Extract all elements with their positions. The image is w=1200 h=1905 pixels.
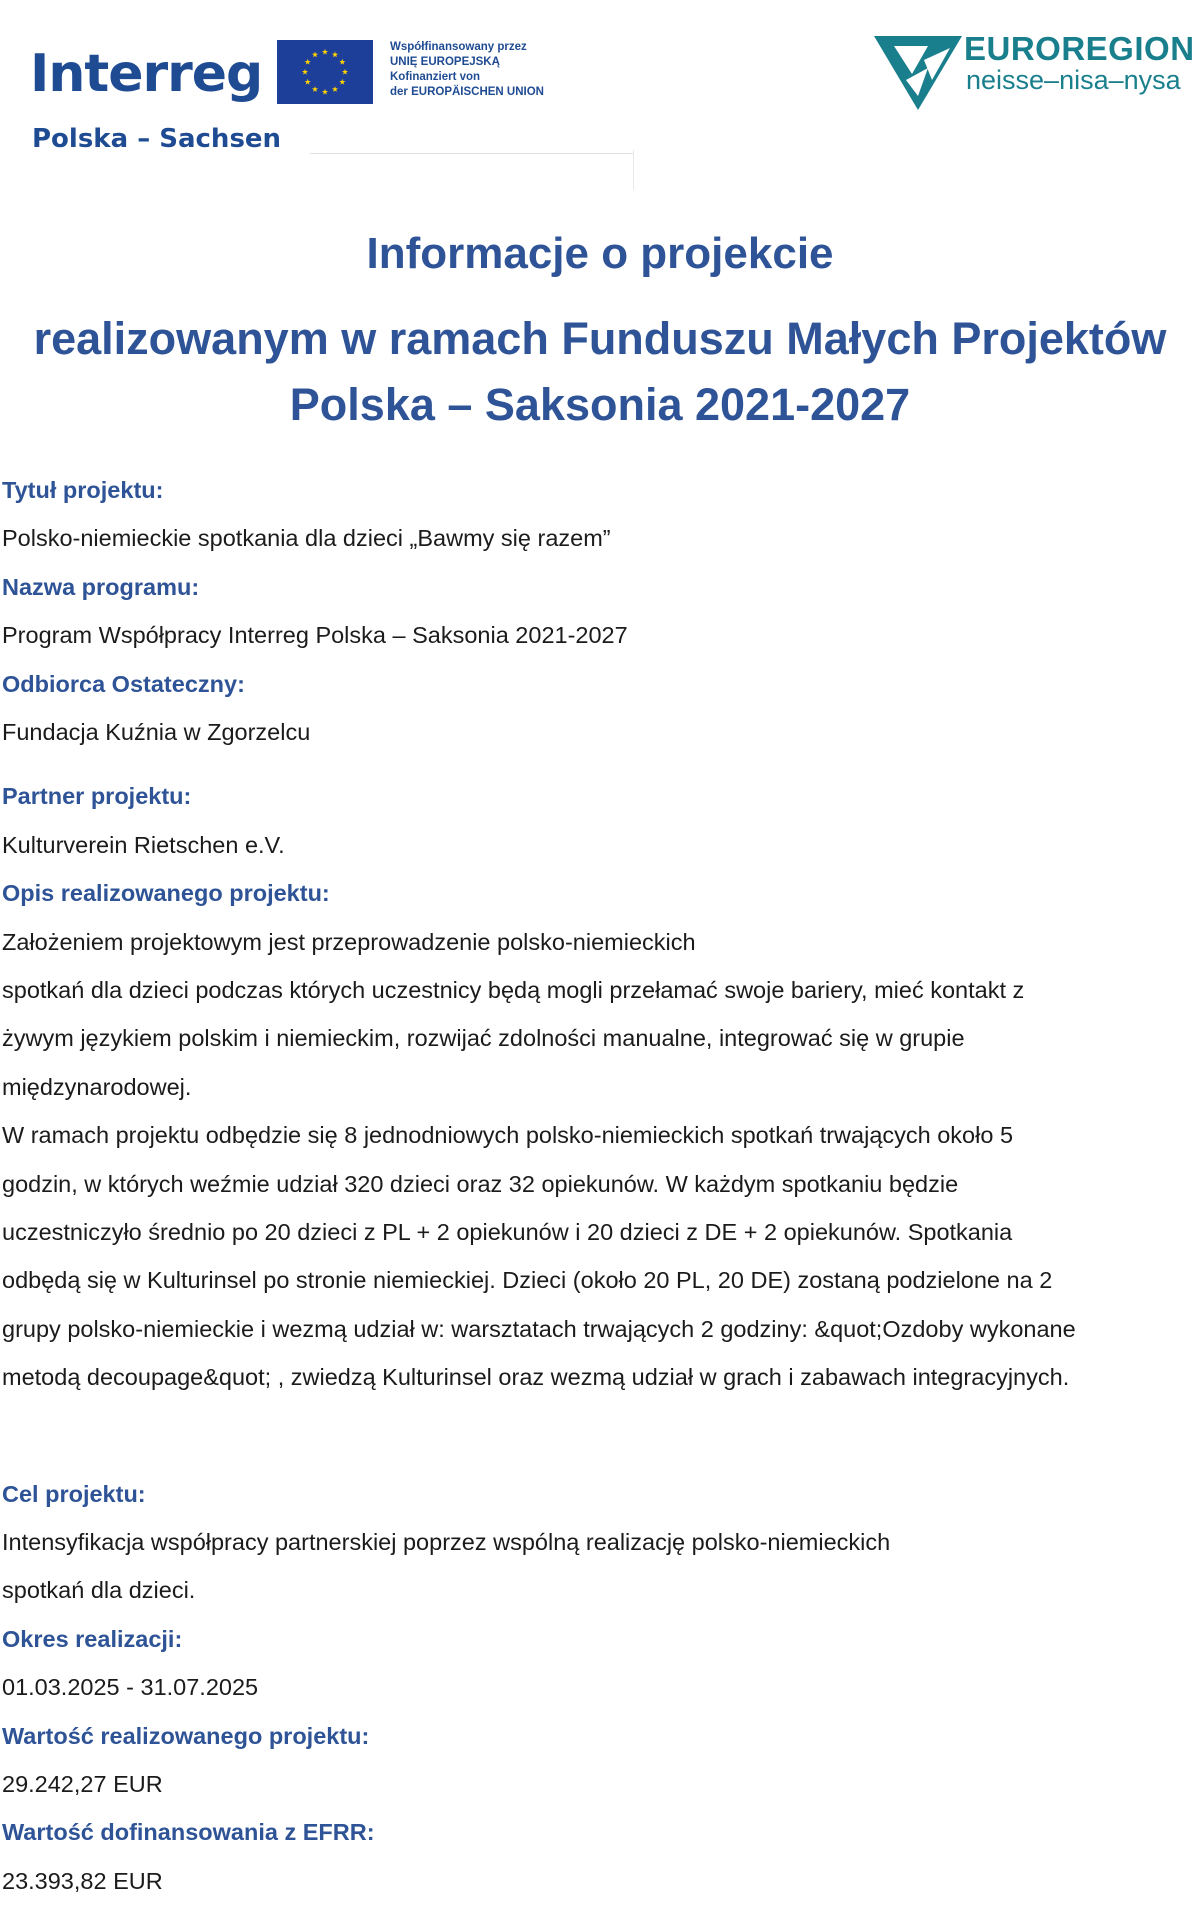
euroregion-mark-icon xyxy=(872,34,964,112)
description-line: metodą decoupage&quot; , zwiedzą Kulturinsel oraz wezmą udział w grach i zabawach integracyjnych. xyxy=(2,1364,1070,1391)
realization-period-label: Okres realizacji: xyxy=(2,1625,183,1652)
project-partner-value: Kulturverein Rietschen e.V. xyxy=(2,831,285,858)
project-partner-label: Partner projektu: xyxy=(2,783,192,810)
eu-text-line-3: Kofinanziert von xyxy=(390,71,481,83)
description-line: żywym językiem polskim i niemieckim, rozwijać zdolności manualne, integrować się w grupie xyxy=(2,1025,965,1052)
realization-period-value: 01.03.2025 - 31.07.2025 xyxy=(2,1674,259,1701)
euroregion-logo xyxy=(872,30,1195,114)
description-line: spotkań dla dzieci podczas których uczestnicy będą mogli przełamać swoje bariery, mieć kontakt z xyxy=(2,976,1025,1003)
spacer xyxy=(2,756,1182,772)
spacer xyxy=(2,1402,1182,1470)
erdf-funding-label: Wartość dofinansowania z EFRR: xyxy=(2,1819,375,1846)
interreg-logo xyxy=(30,40,570,160)
description-line: grupy polsko-niemieckie i wezmą udział w: warsztatach trwających 2 godziny: &quot;Ozdoby wykonane xyxy=(2,1315,1076,1342)
description-line: Założeniem projektowym jest przeprowadzenie polsko-niemieckich xyxy=(2,928,696,955)
program-name-value: Program Współpracy Interreg Polska – Saksonia 2021-2027 xyxy=(2,622,628,649)
project-goal xyxy=(2,1518,1182,1615)
interreg-logo-word: Interreg xyxy=(30,44,263,104)
page-subtitle-line-1: realizowanym w ramach Funduszu Małych Projektów xyxy=(33,313,1167,364)
interreg-logo-subtitle: Polska – Sachsen xyxy=(32,124,282,154)
eu-text-line-2: UNIĘ EUROPEJSKĄ xyxy=(390,56,500,68)
final-recipient-label: Odbiorca Ostateczny: xyxy=(2,670,245,697)
page-title: Informacje o projekcie xyxy=(366,229,834,278)
goal-line: Intensyfikacja współpracy partnerskiej poprzez wspólną realizację polsko-niemieckich xyxy=(2,1528,891,1555)
description-line: W ramach projektu odbędzie się 8 jednodniowych polsko-niemieckich spotkań trwających około 5 xyxy=(2,1122,1014,1149)
description-line: uczestniczyło średnio po 20 dzieci z PL + 2 opiekunów i 20 dzieci z DE + 2 opiekunów. Spotkania xyxy=(2,1218,1013,1245)
project-value-amount: 29.242,27 EUR xyxy=(2,1770,163,1797)
erdf-funding-amount: 23.393,82 EUR xyxy=(2,1867,163,1894)
euroregion-title: EUROREGION xyxy=(964,30,1195,67)
project-info xyxy=(2,466,1182,1905)
description-line: godzin, w których weźmie udział 320 dzieci oraz 32 opiekunów. W każdym spotkaniu będzie xyxy=(2,1170,959,1197)
eu-cofinancing-text xyxy=(390,40,590,100)
eu-text-line-4: der EUROPÄISCHEN UNION xyxy=(390,86,544,98)
eu-flag-icon xyxy=(277,40,373,104)
project-description-label: Opis realizowanego projektu: xyxy=(2,880,330,907)
project-title-label: Tytuł projektu: xyxy=(2,477,164,503)
description-line: międzynarodowej. xyxy=(2,1073,192,1100)
header-divider-vertical xyxy=(633,150,634,190)
project-goal-label: Cel projektu: xyxy=(2,1480,146,1507)
project-description xyxy=(2,918,1182,1402)
euroregion-subtitle: neisse–nisa–nysa xyxy=(966,65,1181,95)
goal-line: spotkań dla dzieci. xyxy=(2,1577,196,1604)
program-name-label: Nazwa programu: xyxy=(2,573,200,600)
project-title-value: Polsko-niemieckie spotkania dla dzieci „Bawmy się razem” xyxy=(2,525,611,552)
header-divider xyxy=(310,153,634,154)
project-value-label: Wartość realizowanego projektu: xyxy=(2,1722,370,1749)
final-recipient-value: Fundacja Kuźnia w Zgorzelcu xyxy=(2,718,311,745)
page-subtitle-line-2: Polska – Saksonia 2021-2027 xyxy=(289,379,911,430)
description-line: odbędą się w Kulturinsel po stronie niemieckiej. Dzieci (około 20 PL, 20 DE) zostaną podzielone na 2 xyxy=(2,1267,1053,1294)
eu-text-line-1: Współfinansowany przez xyxy=(390,41,527,53)
